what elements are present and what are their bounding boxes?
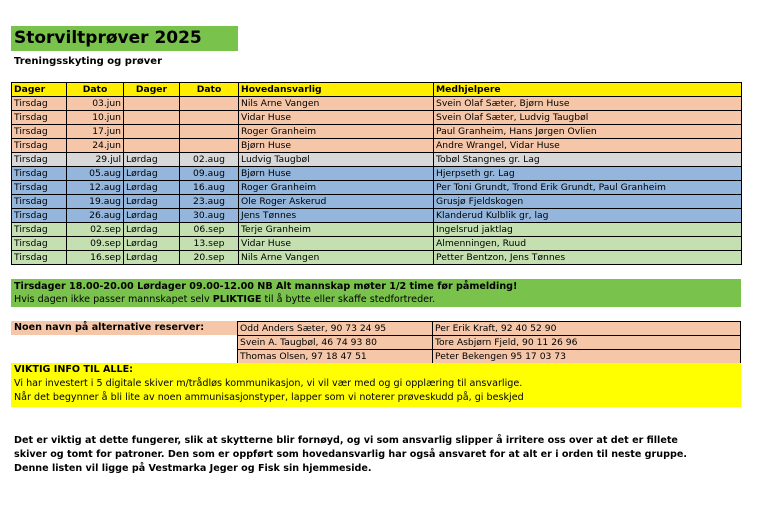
- schedule-header-row: [12, 83, 742, 97]
- reserves-table: [237, 321, 741, 364]
- title-banner: [11, 26, 238, 51]
- row-main-responsible: Nils Arne Vangen: [239, 97, 434, 111]
- reserve-name: Thomas Olsen, 97 18 47 51: [238, 350, 433, 364]
- row-day-2: [124, 97, 180, 111]
- schedule-row: [12, 195, 742, 209]
- header-medhjelpere: Medhjelpere: [434, 83, 742, 97]
- row-date: 12.aug: [67, 181, 124, 195]
- schedule-row: [12, 223, 742, 237]
- info-line: Vi har investert i 5 digitale skiver m/trådløs kommunikasjon, vi vil vær med og gi opplæring til ansvarlige.: [14, 378, 523, 389]
- row-helpers: Ingelsrud jaktlag: [434, 223, 742, 237]
- row-main-responsible: Ole Roger Askerud: [239, 195, 434, 209]
- row-date-2: 13.sep: [180, 237, 239, 251]
- row-day-2: Lørdag: [124, 237, 180, 251]
- reserves-row: [238, 350, 741, 364]
- row-date-2: 23.aug: [180, 195, 239, 209]
- page-subtitle: Treningsskyting og prøver: [14, 56, 163, 67]
- row-day: Tirsdag: [12, 251, 67, 265]
- row-day: Tirsdag: [12, 237, 67, 251]
- row-date-2: 06.sep: [180, 223, 239, 237]
- schedule-row: [12, 153, 742, 167]
- row-main-responsible: Vidar Huse: [239, 237, 434, 251]
- reserve-name: Svein A. Taugbøl, 46 74 93 80: [238, 336, 433, 350]
- reserves-label-box: [11, 321, 238, 335]
- row-day-2: [124, 139, 180, 153]
- row-main-responsible: Terje Granheim: [239, 223, 434, 237]
- row-date: 17.jun: [67, 125, 124, 139]
- reserves-row: [238, 336, 741, 350]
- reserves-label: Noen navn på alternative reserver:: [14, 322, 205, 333]
- times-notice: [11, 279, 741, 307]
- row-helpers: Andre Wrangel, Vidar Huse: [434, 139, 742, 153]
- row-day-2: Lørdag: [124, 251, 180, 265]
- row-day-2: Lørdag: [124, 153, 180, 167]
- row-date-2: 09.aug: [180, 167, 239, 181]
- header-dato-2: Dato: [180, 83, 239, 97]
- row-helpers: Tobøl Stangnes gr. Lag: [434, 153, 742, 167]
- row-date: 09.sep: [67, 237, 124, 251]
- schedule-row: [12, 251, 742, 265]
- times-line: Tirsdager 18.00-20.00 Lørdager 09.00-12.00 NB Alt mannskap møter 1/2 time før påmelding!: [14, 281, 518, 292]
- schedule-table: [11, 82, 742, 265]
- info-box: [11, 363, 741, 407]
- row-date-2: 16.aug: [180, 181, 239, 195]
- header-hovedansvarlig: Hovedansvarlig: [239, 83, 434, 97]
- row-date-2: [180, 111, 239, 125]
- header-dato: Dato: [67, 83, 124, 97]
- row-day-2: Lørdag: [124, 195, 180, 209]
- row-helpers: Petter Bentzon, Jens Tønnes: [434, 251, 742, 265]
- footer-text: [14, 434, 687, 476]
- row-main-responsible: Bjørn Huse: [239, 139, 434, 153]
- row-day-2: Lørdag: [124, 181, 180, 195]
- header-dager-2: Dager: [124, 83, 180, 97]
- row-day: Tirsdag: [12, 153, 67, 167]
- row-day: Tirsdag: [12, 195, 67, 209]
- swap-line-post: til å bytte eller skaffe stedfortreder.: [261, 294, 436, 305]
- reserve-name: Odd Anders Sæter, 90 73 24 95: [238, 322, 433, 336]
- row-day: Tirsdag: [12, 223, 67, 237]
- row-day-2: Lørdag: [124, 209, 180, 223]
- row-day: Tirsdag: [12, 125, 67, 139]
- row-helpers: Almenningen, Ruud: [434, 237, 742, 251]
- row-date: 29.jul: [67, 153, 124, 167]
- row-day-2: [124, 125, 180, 139]
- row-date: 02.sep: [67, 223, 124, 237]
- swap-line: [14, 294, 435, 306]
- row-day: Tirsdag: [12, 97, 67, 111]
- reserve-name: Tore Asbjørn Fjeld, 90 11 26 96: [433, 336, 741, 350]
- schedule-row: [12, 209, 742, 223]
- row-helpers: Per Toni Grundt, Trond Erik Grundt, Paul Granheim: [434, 181, 742, 195]
- reserve-name: Per Erik Kraft, 92 40 52 90: [433, 322, 741, 336]
- footer-line: skiver og tomt for patroner. Den som er oppført som hovedansvarlig har også ansvaret for at alt er i orden til neste gruppe.: [14, 449, 687, 460]
- schedule-row: [12, 181, 742, 195]
- row-helpers: Paul Granheim, Hans Jørgen Ovlien: [434, 125, 742, 139]
- row-helpers: Svein Olaf Sæter, Bjørn Huse: [434, 97, 742, 111]
- swap-line-pre: Hvis dagen ikke passer mannskapet selv: [14, 294, 213, 305]
- row-date: 16.sep: [67, 251, 124, 265]
- row-day: Tirsdag: [12, 209, 67, 223]
- row-helpers: Klanderud Kulblik gr, lag: [434, 209, 742, 223]
- row-main-responsible: Roger Granheim: [239, 125, 434, 139]
- row-helpers: Grusjø Fjeldskogen: [434, 195, 742, 209]
- row-main-responsible: Nils Arne Vangen: [239, 251, 434, 265]
- row-date-2: 02.aug: [180, 153, 239, 167]
- schedule-row: [12, 237, 742, 251]
- header-dager: Dager: [12, 83, 67, 97]
- row-day: Tirsdag: [12, 181, 67, 195]
- footer-line: Denne listen vil ligge på Vestmarka Jeger og Fisk sin hjemmeside.: [14, 463, 372, 474]
- row-day-2: Lørdag: [124, 167, 180, 181]
- row-day: Tirsdag: [12, 111, 67, 125]
- row-date: 05.aug: [67, 167, 124, 181]
- row-date: 24.jun: [67, 139, 124, 153]
- row-day-2: [124, 111, 180, 125]
- info-line: Når det begynner å bli lite av noen ammunisasjonstyper, lapper som vi noterer prøveskudd på, gi beskjed: [14, 392, 524, 403]
- row-date: 10.jun: [67, 111, 124, 125]
- row-main-responsible: Vidar Huse: [239, 111, 434, 125]
- row-date: 19.aug: [67, 195, 124, 209]
- schedule-row: [12, 125, 742, 139]
- footer-line: Det er viktig at dette fungerer, slik at skytterne blir fornøyd, og vi som ansvarlig slipper å irritere oss over at det er fillete: [14, 435, 678, 446]
- row-date-2: 20.sep: [180, 251, 239, 265]
- row-date-2: [180, 139, 239, 153]
- row-day: Tirsdag: [12, 167, 67, 181]
- row-main-responsible: Roger Granheim: [239, 181, 434, 195]
- row-main-responsible: Bjørn Huse: [239, 167, 434, 181]
- row-date: 26.aug: [67, 209, 124, 223]
- row-date-2: 30.aug: [180, 209, 239, 223]
- row-day: Tirsdag: [12, 139, 67, 153]
- row-day-2: Lørdag: [124, 223, 180, 237]
- row-main-responsible: Jens Tønnes: [239, 209, 434, 223]
- schedule-row: [12, 97, 742, 111]
- info-title: VIKTIG INFO TIL ALLE:: [14, 364, 134, 375]
- row-helpers: Svein Olaf Sæter, Ludvig Taugbøl: [434, 111, 742, 125]
- schedule-row: [12, 111, 742, 125]
- page-title: Storviltprøver 2025: [14, 28, 202, 48]
- reserve-name: Peter Bekengen 95 17 03 73: [433, 350, 741, 364]
- row-date-2: [180, 125, 239, 139]
- row-main-responsible: Ludvig Taugbøl: [239, 153, 434, 167]
- row-date: 03.jun: [67, 97, 124, 111]
- row-helpers: Hjerpseth gr. Lag: [434, 167, 742, 181]
- schedule-row: [12, 167, 742, 181]
- reserves-row: [238, 322, 741, 336]
- row-date-2: [180, 97, 239, 111]
- swap-line-bold: PLIKTIGE: [212, 294, 262, 305]
- schedule-row: [12, 139, 742, 153]
